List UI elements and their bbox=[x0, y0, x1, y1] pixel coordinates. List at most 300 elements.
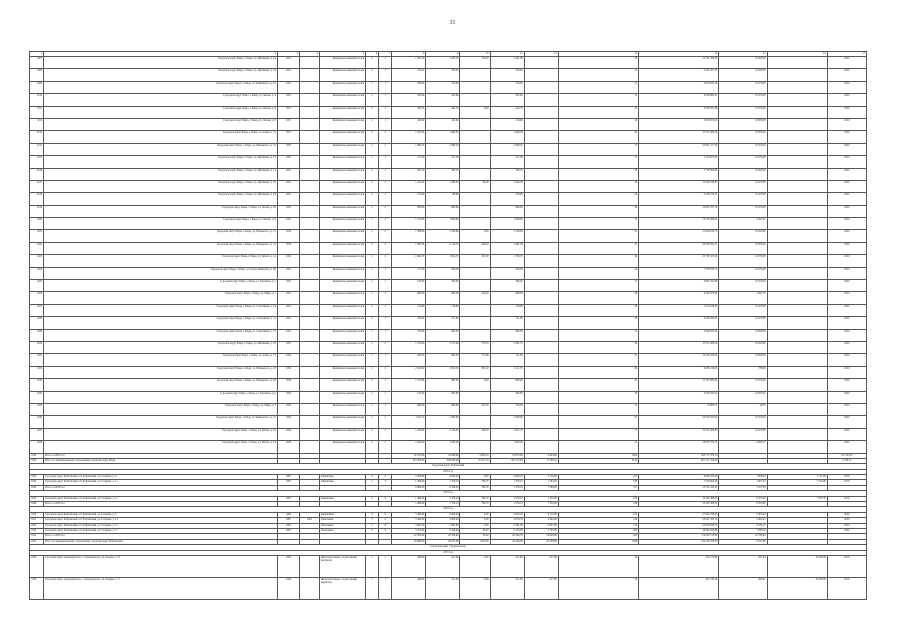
cell-col-6: 2 bbox=[366, 366, 379, 378]
cell-col-8: 36 317,60 bbox=[392, 453, 426, 458]
cell-col-12 bbox=[524, 180, 558, 192]
cell-col-5: Кирпичные каменные блоки bbox=[320, 304, 366, 316]
cell-col-12 bbox=[524, 403, 558, 415]
cell-col-10 bbox=[460, 193, 490, 205]
cell-col-6: 2 bbox=[366, 329, 379, 341]
housing-registry-table bbox=[29, 51, 867, 600]
cell-col-16 bbox=[767, 317, 827, 329]
cell-col-9: 418,60 bbox=[426, 118, 460, 130]
cell-col-8: 22 500,00 bbox=[392, 534, 426, 539]
cell-col-14: 500 757 479,13 bbox=[639, 453, 719, 458]
cell-col-11: 511,30 bbox=[490, 156, 524, 168]
cell-col-11: 559,40 bbox=[490, 69, 524, 81]
cell-col-15: 10 070,00 bbox=[719, 428, 767, 440]
cell-col-8: 1 275,80 bbox=[392, 379, 426, 391]
cell-col-6: 4 bbox=[366, 512, 379, 517]
cell-col-8: 446,00 bbox=[392, 577, 426, 599]
cell-col-15: 10 000,00 bbox=[719, 230, 767, 242]
cell-col-10: 0,00 bbox=[460, 475, 490, 480]
cell-col-16 bbox=[767, 143, 827, 155]
cell-col-8: 509,00 bbox=[392, 81, 426, 93]
cell-col-4 bbox=[299, 304, 319, 316]
cell-col-2: Городской округ Рефтинский, пгт Рефтинский, ул. Гагарина, д. 11 bbox=[44, 496, 278, 501]
cell-col-5: Кирпичные каменные блоки bbox=[320, 205, 366, 217]
cell-col-4: 2001 bbox=[299, 518, 319, 523]
cell-col-9: 5 491,80 bbox=[426, 523, 460, 528]
cell-col-7: 2 bbox=[379, 292, 392, 304]
cell-col-14: 10 167 200,00 bbox=[639, 57, 719, 69]
cell-col-9: 1 538,00 bbox=[426, 230, 460, 242]
cell-col-14: 139 148 783,33 bbox=[639, 539, 719, 544]
cell-col-6: 2 bbox=[366, 428, 379, 440]
cell-col-9: 4 820,20 bbox=[426, 475, 460, 480]
cell-col-1: 1930 bbox=[30, 341, 44, 353]
cell-col-4 bbox=[299, 57, 319, 69]
cell-col-15: 10 070,00 bbox=[719, 94, 767, 106]
cell-col-3: 1956 bbox=[277, 391, 299, 403]
cell-col-13: 31 bbox=[558, 354, 638, 366]
cell-col-15: 10 070,00 bbox=[719, 280, 767, 292]
cell-col-12 bbox=[524, 230, 558, 242]
cell-col-13: 317 bbox=[558, 485, 638, 490]
cell-col-2: Городской округ Ревда, г. Ревда, ул. Жуковского, д. 23 bbox=[44, 366, 278, 378]
cell-col-3: 1967 bbox=[277, 480, 299, 485]
cell-col-9: 34 568,90 bbox=[426, 453, 460, 458]
cell-col-8: 585,10 bbox=[392, 168, 426, 180]
cell-col-11: 4 876,70 bbox=[490, 518, 524, 523]
cell-col-6: 2 bbox=[366, 416, 379, 428]
cell-col-8: 425,70 bbox=[392, 106, 426, 118]
cell-col-13: 32 bbox=[558, 403, 638, 415]
cell-col-14: 7 039 062,95 bbox=[639, 480, 719, 485]
cell-col-3: 1953 bbox=[277, 205, 299, 217]
cell-col-15: 10 070,00 bbox=[719, 143, 767, 155]
cell-col-4 bbox=[299, 416, 319, 428]
cell-col-12 bbox=[524, 242, 558, 254]
cell-col-11: 4 820,20 bbox=[490, 475, 524, 480]
cell-col-15: 493,41 bbox=[719, 577, 767, 599]
cell-col-4 bbox=[299, 94, 319, 106]
cell-col-15: 10 070,00 bbox=[719, 193, 767, 205]
cell-col-11: 1 763,70 bbox=[490, 255, 524, 267]
column-number: 17 bbox=[827, 52, 866, 57]
cell-col-5: Кирпичные каменные блоки bbox=[320, 168, 366, 180]
cell-col-1: 1921 bbox=[30, 230, 44, 242]
cell-col-13: 214 bbox=[558, 523, 638, 528]
cell-col-2: Городской округ Рефтинский, пгт Рефтинский, ул. Гагарина, д. 9 bbox=[44, 475, 278, 480]
cell-col-15: 9 551,60 bbox=[719, 539, 767, 544]
cell-col-11: 5 176,00 bbox=[490, 528, 524, 533]
cell-col-1: 1925 bbox=[30, 280, 44, 292]
cell-col-6: 2 bbox=[366, 118, 379, 130]
cell-col-10 bbox=[460, 94, 490, 106]
cell-col-7: 2 bbox=[379, 341, 392, 353]
cell-col-17: 2020 bbox=[827, 528, 866, 533]
cell-col-13: 46 bbox=[558, 180, 638, 192]
cell-col-4 bbox=[299, 366, 319, 378]
cell-col-7: 1 bbox=[379, 317, 392, 329]
cell-col-7: 1 bbox=[379, 304, 392, 316]
cell-col-5: Кирпичные каменные блоки bbox=[320, 366, 366, 378]
cell-col-5: Кирпичные каменные блоки bbox=[320, 143, 366, 155]
cell-col-7: 1 bbox=[379, 57, 392, 69]
cell-col-2: Городской округ Ревда, г. Ревда, ул. Карпинск, д. 5 bbox=[44, 280, 278, 292]
cell-col-14: 241 743,18 bbox=[639, 577, 719, 599]
cell-col-10 bbox=[460, 391, 490, 403]
cell-col-17: 2018 bbox=[827, 480, 866, 485]
cell-col-11: 417,90 bbox=[490, 577, 524, 599]
cell-col-9: 1 376,10 bbox=[426, 480, 460, 485]
cell-col-13: 186 bbox=[558, 480, 638, 485]
cell-col-13: 11 bbox=[558, 94, 638, 106]
cell-col-13: 30 bbox=[558, 391, 638, 403]
table-row bbox=[30, 106, 867, 118]
cell-col-16: 10 600,00 bbox=[767, 555, 827, 577]
cell-col-11: 1 570,10 bbox=[490, 496, 524, 501]
cell-col-2: Городской округ Ревда, г. Ревда, ул. Чехова, д. 14 bbox=[44, 255, 278, 267]
column-number: 14 bbox=[639, 52, 719, 57]
cell-col-2: Итого за 2019 год bbox=[44, 502, 278, 507]
cell-col-17: 2020 bbox=[827, 391, 866, 403]
cell-col-2: Городской округ Ревда, г. Ревда, ул. Чехова, д. 8 bbox=[44, 118, 278, 130]
cell-col-14: 8 064 270,26 bbox=[639, 475, 719, 480]
cell-col-6: 2 bbox=[366, 379, 379, 391]
cell-col-2: Городской округ Ревда, г. Ревда, ул. Чехова, д. 6 bbox=[44, 106, 278, 118]
cell-col-9: 1 606,30 bbox=[426, 131, 460, 143]
cell-col-3: 1956 bbox=[277, 354, 299, 366]
cell-col-9: 20 458,60 bbox=[426, 534, 460, 539]
table-row bbox=[30, 168, 867, 180]
cell-col-17: 2020 bbox=[827, 403, 866, 415]
cell-col-5: Кирпичные каменные блоки bbox=[320, 255, 366, 267]
cell-col-5: Кирпичные каменные блоки bbox=[320, 156, 366, 168]
cell-col-2: Городской округ Ревда, г. Ревда, ул. Цветников, д. 23 bbox=[44, 341, 278, 353]
cell-col-8: 1 414,40 bbox=[392, 180, 426, 192]
cell-col-6: 2 bbox=[366, 131, 379, 143]
table-row bbox=[30, 118, 867, 130]
cell-col-1: 1955 bbox=[30, 539, 44, 544]
table-row bbox=[30, 255, 867, 267]
cell-col-1: 1922 bbox=[30, 242, 44, 254]
cell-col-12: 417,90 bbox=[524, 555, 558, 577]
cell-col-9: 559,40 bbox=[426, 69, 460, 81]
cell-col-4 bbox=[299, 156, 319, 168]
cell-col-15: 10 070,00 bbox=[719, 81, 767, 93]
cell-col-6: 2 bbox=[366, 193, 379, 205]
cell-col-7: 1 bbox=[379, 379, 392, 391]
cell-col-13: 67 bbox=[558, 416, 638, 428]
cell-col-1: 1933 bbox=[30, 379, 44, 391]
column-number: 8 bbox=[392, 52, 426, 57]
cell-col-3: 1955 bbox=[277, 317, 299, 329]
cell-col-7: 1 bbox=[379, 391, 392, 403]
cell-col-14: 5 726 393,84 bbox=[639, 168, 719, 180]
cell-col-2: Городской округ Ревда, г. Ревда, ул. Азина, д. 71 bbox=[44, 131, 278, 143]
cell-col-11: 425,60 bbox=[490, 94, 524, 106]
cell-col-6: 2 bbox=[366, 94, 379, 106]
cell-col-16 bbox=[767, 230, 827, 242]
cell-col-1: 1939 bbox=[30, 453, 44, 458]
cell-col-12 bbox=[524, 57, 558, 69]
cell-col-1: 1938 bbox=[30, 441, 44, 453]
cell-col-11: 1 304,30 bbox=[490, 180, 524, 192]
cell-col-8: 5 940,90 bbox=[392, 518, 426, 523]
cell-col-12: 4 442,00 bbox=[524, 518, 558, 523]
cell-col-1: 1935 bbox=[30, 403, 44, 415]
housing-registry-table-wrapper bbox=[29, 51, 867, 600]
cell-col-2: Городской округ Ревда, г. Ревда, ул. Цветников, д. 21 bbox=[44, 168, 278, 180]
cell-col-14: 14 791 241,23 bbox=[639, 485, 719, 490]
cell-col-15: 10 070,00 bbox=[719, 304, 767, 316]
cell-col-11: 1 681,30 bbox=[490, 242, 524, 254]
cell-col-10: 408,40 bbox=[460, 242, 490, 254]
cell-col-8: 763,00 bbox=[392, 317, 426, 329]
cell-col-13: 16 bbox=[558, 118, 638, 130]
cell-col-7: 1 bbox=[379, 577, 392, 599]
cell-col-6: 2 bbox=[366, 180, 379, 192]
cell-col-2: Городской округ Ревда, г. Ревда, ул. Карла Либкнехта, д. 96 bbox=[44, 267, 278, 279]
cell-col-2: Итого за 2020 год bbox=[44, 453, 278, 458]
cell-col-8: 2 543,00 bbox=[392, 366, 426, 378]
cell-col-13: 45 bbox=[558, 379, 638, 391]
cell-col-17: 2020 bbox=[827, 255, 866, 267]
cell-col-7: 6 bbox=[379, 518, 392, 523]
cell-col-13: 28 bbox=[558, 317, 638, 329]
cell-col-1: 1943 bbox=[30, 475, 44, 480]
cell-col-5: Кирпичные каменные блоки bbox=[320, 230, 366, 242]
cell-col-4 bbox=[299, 391, 319, 403]
cell-col-7: 1 bbox=[379, 555, 392, 577]
cell-col-10: 1 632,80 bbox=[460, 539, 490, 544]
cell-col-13: 1006 bbox=[558, 453, 638, 458]
cell-col-16 bbox=[767, 57, 827, 69]
cell-col-13: 186 bbox=[558, 496, 638, 501]
cell-col-1: 1928 bbox=[30, 317, 44, 329]
cell-col-14: 6 887 254,08 bbox=[639, 280, 719, 292]
cell-col-3: 1953 bbox=[277, 156, 299, 168]
cell-col-12: 1 563,00 bbox=[524, 480, 558, 485]
cell-col-10: 85,00 bbox=[460, 180, 490, 192]
cell-col-2: Городской округ Ревда, г. Ревда, ул. Чехова, д. 18 bbox=[44, 441, 278, 453]
cell-col-9: 516,00 bbox=[426, 81, 460, 93]
cell-col-3: 1951 bbox=[277, 118, 299, 130]
cell-col-17: 2020 bbox=[827, 267, 866, 279]
cell-col-5: Кирпичные каменные блоки bbox=[320, 416, 366, 428]
cell-col-7: 2 bbox=[379, 131, 392, 143]
cell-col-14: 27 964 708,45 bbox=[639, 512, 719, 517]
cell-col-6: 2 bbox=[366, 403, 379, 415]
cell-col-11: 5 491,80 bbox=[490, 523, 524, 528]
cell-col-12: 17 788,52 bbox=[524, 458, 558, 463]
cell-col-3: 1967 bbox=[277, 523, 299, 528]
cell-col-7: 2 bbox=[379, 218, 392, 230]
cell-col-2: Городской округ Ревда, г. Ревда, ул. Чайковского, д. 61 bbox=[44, 81, 278, 93]
cell-col-5: Кирпичные каменные блоки bbox=[320, 317, 366, 329]
cell-col-5: Кирпичные bbox=[320, 512, 366, 517]
cell-col-13: 215 bbox=[558, 475, 638, 480]
cell-col-5: Кирпичные bbox=[320, 480, 366, 485]
cell-col-14: 19 349 799,87 bbox=[639, 180, 719, 192]
cell-col-2: Городской округ Ревда, г. Ревда, ул. Чехова, д. 9 bbox=[44, 218, 278, 230]
cell-col-13: 24 bbox=[558, 267, 638, 279]
cell-col-8: 5 271,80 bbox=[392, 528, 426, 533]
cell-col-7: 6 bbox=[379, 496, 392, 501]
cell-col-7: 1 bbox=[379, 69, 392, 81]
cell-col-11: 1 538,00 bbox=[490, 230, 524, 242]
cell-col-11: 1 570,10 bbox=[490, 502, 524, 507]
cell-col-8: 6 889,40 bbox=[392, 485, 426, 490]
cell-col-3: 1956 bbox=[277, 416, 299, 428]
cell-col-7: 1 bbox=[379, 118, 392, 130]
cell-col-14: 114 092 153,80 bbox=[639, 534, 719, 539]
cell-col-12: 2 735,00 bbox=[524, 528, 558, 533]
cell-col-12 bbox=[524, 280, 558, 292]
cell-col-4 bbox=[299, 131, 319, 143]
column-number: 12 bbox=[524, 52, 558, 57]
cell-col-8: 513,40 bbox=[392, 391, 426, 403]
cell-col-8: 1 588,90 bbox=[392, 230, 426, 242]
column-number: 16 bbox=[767, 52, 827, 57]
cell-col-5: Кирпичные каменные блоки bbox=[320, 403, 366, 415]
cell-col-15: 10 000,00 bbox=[719, 329, 767, 341]
cell-col-12 bbox=[524, 428, 558, 440]
table-row bbox=[30, 317, 867, 329]
table-row bbox=[30, 304, 867, 316]
cell-col-5: Кирпичные каменные блоки bbox=[320, 118, 366, 130]
cell-col-17: 2020 bbox=[827, 292, 866, 304]
cell-col-1: 1914 bbox=[30, 143, 44, 155]
table-row bbox=[30, 131, 867, 143]
cell-col-15: 6 783,17 bbox=[719, 523, 767, 528]
cell-col-11: 1 431,80 bbox=[490, 57, 524, 69]
cell-col-4 bbox=[299, 81, 319, 93]
cell-col-14: 5 909 327,24 bbox=[639, 329, 719, 341]
cell-col-3: 1953 bbox=[277, 193, 299, 205]
cell-col-17: 2020 bbox=[827, 205, 866, 217]
table-row bbox=[30, 94, 867, 106]
cell-col-17: 2020 bbox=[827, 106, 866, 118]
cell-col-17: 2020 bbox=[827, 354, 866, 366]
cell-col-2: Городской округ Ревда, г. Ревда, ул. Карпинск, д. 6 bbox=[44, 391, 278, 403]
column-number: 1 bbox=[30, 52, 44, 57]
cell-col-5: Кирпичные каменные блоки bbox=[320, 193, 366, 205]
cell-col-12 bbox=[524, 118, 558, 130]
cell-col-1: 1936 bbox=[30, 416, 44, 428]
cell-col-2: Городской округ Ревда, г. Ревда, ул. Цветников, д. 28 bbox=[44, 193, 278, 205]
cell-col-7: 2 bbox=[379, 441, 392, 453]
cell-col-4 bbox=[299, 379, 319, 391]
cell-col-16 bbox=[767, 193, 827, 205]
cell-col-15: 10 070,00 bbox=[719, 205, 767, 217]
cell-col-2: Городской округ Ревда, г. Ревда, ул. Цветников, д. 19 bbox=[44, 156, 278, 168]
table-row bbox=[30, 354, 867, 366]
cell-col-10: 784,70 bbox=[460, 485, 490, 490]
cell-col-4 bbox=[299, 292, 319, 304]
table-row bbox=[30, 577, 867, 599]
cell-col-11: 31 875,80 bbox=[490, 453, 524, 458]
cell-col-3: 1954 bbox=[277, 242, 299, 254]
cell-col-9: 585,10 bbox=[426, 168, 460, 180]
cell-col-7: 6 bbox=[379, 528, 392, 533]
cell-col-4 bbox=[299, 577, 319, 599]
cell-col-6: 2 bbox=[366, 341, 379, 353]
cell-col-8: 438,00 bbox=[392, 555, 426, 577]
cell-col-5: Кирпичные каменные блоки bbox=[320, 428, 366, 440]
cell-col-9: 1 765,10 bbox=[426, 57, 460, 69]
cell-col-17: 2020 bbox=[827, 512, 866, 517]
cell-col-14: 10 265 388,30 bbox=[639, 502, 719, 507]
cell-col-10 bbox=[460, 69, 490, 81]
cell-col-13: 23 bbox=[558, 106, 638, 118]
cell-col-1: 1953 bbox=[30, 528, 44, 533]
column-number: 6 bbox=[366, 52, 379, 57]
cell-col-14: 23 041 353,72 bbox=[639, 518, 719, 523]
cell-col-16: 10 600,00 bbox=[767, 577, 827, 599]
cell-col-4 bbox=[299, 341, 319, 353]
cell-col-12: 1 350,00 bbox=[524, 496, 558, 501]
cell-col-15: 6 964,27 bbox=[719, 441, 767, 453]
cell-col-9: 718,80 bbox=[426, 304, 460, 316]
cell-col-10: 0,00 bbox=[460, 379, 490, 391]
cell-col-17: 2018 bbox=[827, 577, 866, 599]
cell-col-6: 4 bbox=[366, 475, 379, 480]
cell-col-16 bbox=[767, 379, 827, 391]
cell-col-14: 21 684 819,75 bbox=[639, 230, 719, 242]
column-number: 4 bbox=[299, 52, 319, 57]
cell-col-13: 21 bbox=[558, 69, 638, 81]
cell-col-8: 1 499,60 bbox=[392, 496, 426, 501]
cell-col-10: 0,00 bbox=[460, 230, 490, 242]
cell-col-17: 2020 bbox=[827, 317, 866, 329]
cell-col-9: 5 146,40 bbox=[426, 528, 460, 533]
cell-col-2: Городской округ Рефтинский, пгт Рефтинский, ул. Гагарина, д. 5 bbox=[44, 512, 278, 517]
cell-col-7: 2 bbox=[379, 255, 392, 267]
cell-col-5: Железобетонные с отделочными кирпичом bbox=[320, 577, 366, 599]
cell-col-1: 1911 bbox=[30, 106, 44, 118]
cell-col-16 bbox=[767, 329, 827, 341]
cell-col-8: 1 811,10 bbox=[392, 416, 426, 428]
cell-col-6: 5 bbox=[366, 528, 379, 533]
cell-col-9: 1 999,20 bbox=[426, 143, 460, 155]
cell-col-15: 10 070,00 bbox=[719, 416, 767, 428]
cell-col-13: 35 bbox=[558, 218, 638, 230]
table-row bbox=[30, 555, 867, 577]
cell-col-8: 1 964,70 bbox=[392, 255, 426, 267]
cell-col-6: 2 bbox=[366, 577, 379, 599]
cell-col-5: Железобетонные с отделочными кирпичом bbox=[320, 555, 366, 577]
cell-col-14: 15 511 408,59 bbox=[639, 341, 719, 353]
cell-col-9: 1 009,60 bbox=[426, 218, 460, 230]
cell-col-3: 1951 bbox=[277, 131, 299, 143]
cell-col-13: 216 bbox=[558, 518, 638, 523]
cell-col-12 bbox=[524, 69, 558, 81]
cell-col-2: Итого за 2020 год bbox=[44, 534, 278, 539]
cell-col-12 bbox=[524, 341, 558, 353]
cell-col-15: 10 000,00 bbox=[719, 242, 767, 254]
cell-col-11: 718,80 bbox=[490, 304, 524, 316]
cell-col-14: 38 992 432,88 bbox=[639, 528, 719, 533]
cell-col-13: 1348 bbox=[558, 539, 638, 544]
cell-col-5: Кирпичные каменные блоки bbox=[320, 441, 366, 453]
cell-col-17: 2020 bbox=[827, 304, 866, 316]
table-row bbox=[30, 81, 867, 93]
cell-col-9: 1 376,10 bbox=[426, 502, 460, 507]
cell-col-3: 1955 bbox=[277, 304, 299, 316]
cell-col-6: 2 bbox=[366, 218, 379, 230]
cell-col-2: Городской округ Ревда, г. Ревда, ул. Цветников, д. 22 bbox=[44, 57, 278, 69]
cell-col-6: 2 bbox=[366, 280, 379, 292]
cell-col-5: Панельные bbox=[320, 523, 366, 528]
